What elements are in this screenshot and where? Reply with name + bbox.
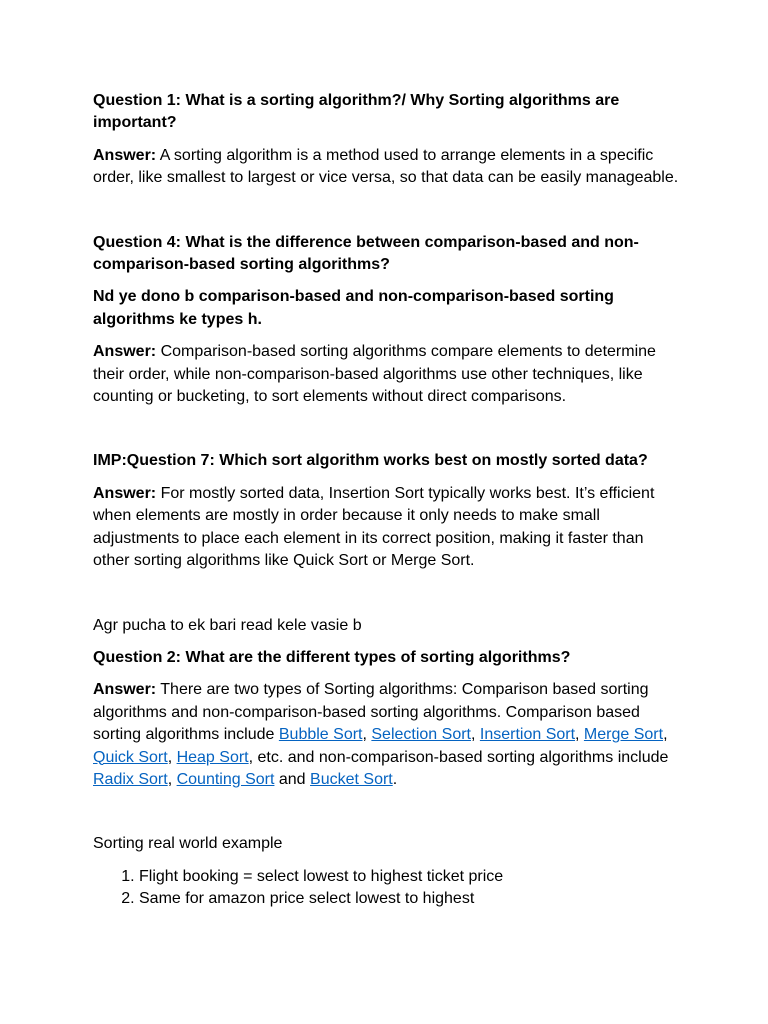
- spacer: [93, 801, 683, 833]
- question-1-heading: Question 1: What is a sorting algorithm?/ Why Sorting algorithms are important?: [93, 92, 620, 132]
- separator: ,: [167, 748, 177, 766]
- spacer: [93, 200, 683, 232]
- question-7-heading: IMP:Question 7: Which sort algorithm works best on mostly sorted data?: [93, 452, 648, 470]
- answer-text: A sorting algorithm is a method used to arrange elements in a specific order, like smallest to largest or vice versa, so that data can be easily manageable.: [93, 146, 679, 187]
- link-merge-sort[interactable]: Merge Sort: [583, 726, 664, 744]
- separator: ,: [575, 726, 584, 744]
- link-radix-sort[interactable]: Radix Sort: [93, 770, 168, 788]
- link-bubble-sort[interactable]: Bubble Sort: [278, 726, 363, 744]
- question-4-answer: [93, 341, 683, 408]
- list-item: 1. Flight booking = select lowest to highest ticket price: [139, 866, 683, 888]
- link-counting-sort[interactable]: Counting Sort: [176, 770, 275, 788]
- spacer: [93, 418, 683, 450]
- question-2-answer: [93, 679, 683, 791]
- mid-text: , etc. and non-comparison-based sorting algorithms include: [248, 748, 669, 766]
- separator: ,: [362, 726, 372, 744]
- separator: ,: [167, 770, 177, 788]
- question-4-heading: Question 4: What is the difference between comparison-based and non-comparison-based sorting algorithms?: [93, 233, 639, 274]
- and-text: and: [274, 770, 311, 788]
- list-item: 2. Same for amazon price select lowest to highest: [139, 888, 683, 910]
- question-2-heading: Question 2: What are the different types of sorting algorithms?: [93, 648, 571, 666]
- link-bucket-sort[interactable]: Bucket Sort: [310, 770, 393, 788]
- real-world-heading: Sorting real world example: [93, 835, 283, 853]
- answer-label: Answer:: [93, 146, 157, 164]
- answer-intro: There are two types of Sorting algorithms: Comparison based sorting algorithms and non-comparison-based sorting algorithms. Comparison based sorting algorithms include: [93, 681, 649, 744]
- separator: ,: [663, 726, 668, 744]
- question-1-answer: [93, 145, 683, 190]
- question-7-answer: [93, 483, 683, 573]
- read-note: Agr pucha to ek bari read kele vasie b: [93, 616, 362, 634]
- answer-label: Answer:: [93, 484, 157, 502]
- answer-text: For mostly sorted data, Insertion Sort typically works best. It’s efficient when elements are mostly in order because it only needs to make small adjustments to place each element in its correct position, making it faster than other sorting algorithms like Quick Sort or Merge Sort.: [93, 484, 655, 570]
- link-selection-sort[interactable]: Selection Sort: [371, 726, 471, 744]
- answer-text: Comparison-based sorting algorithms compare elements to determine their order, while non-comparison-based algorithms use other techniques, like counting or bucketing, to sort elements without direct comparisons.: [93, 343, 656, 406]
- link-heap-sort[interactable]: Heap Sort: [176, 748, 249, 766]
- answer-label: Answer:: [93, 681, 157, 699]
- link-insertion-sort[interactable]: Insertion Sort: [479, 726, 576, 744]
- end-text: .: [392, 770, 398, 788]
- document-page: [93, 90, 683, 911]
- answer-label: Answer:: [93, 343, 157, 361]
- separator: ,: [470, 726, 480, 744]
- real-world-list: [93, 866, 683, 911]
- link-quick-sort[interactable]: Quick Sort: [93, 748, 168, 766]
- question-4-note: Nd ye dono b comparison-based and non-comparison-based sorting algorithms ke types h.: [93, 288, 614, 328]
- spacer: [93, 583, 683, 615]
